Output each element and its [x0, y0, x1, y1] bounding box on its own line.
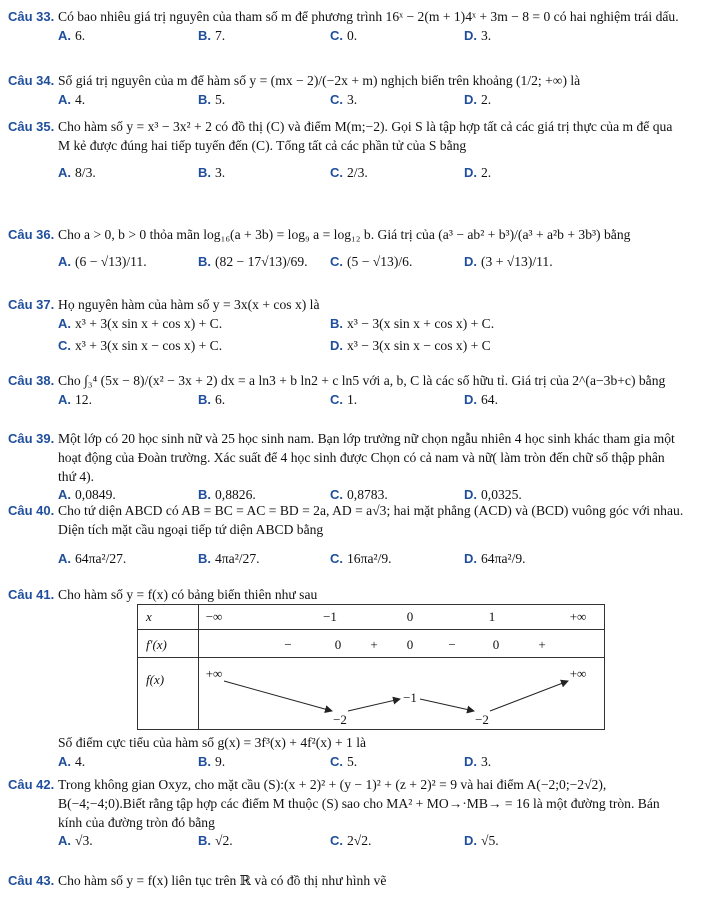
row-label-x: x — [146, 609, 152, 624]
question-number: Câu 33. — [8, 9, 55, 24]
question-number: Câu 36. — [8, 227, 55, 242]
option-d: D. 64πa²/9. — [464, 550, 526, 566]
question-34 — [8, 72, 686, 109]
question-36 — [8, 226, 686, 271]
option-b: B. x³ − 3(x sin x + cos x) + C. — [330, 315, 495, 331]
question-37 — [8, 296, 686, 355]
question-text: Họ nguyên hàm của hàm số y = 3x(x + cos x) là — [58, 297, 320, 312]
question-text: Trong không gian Oxyz, cho mặt cầu (S):(x + 2)² + (y − 1)² + (z + 2)² = 9 và hai điểm A(−2;0;−2√2), B(−4;−4;0).Biết rằng tập hợp các điểm M thuộc (S) sao cho MA² + MO→·MB→ = 16 là một đường tròn. Bán kính của đường tròn đó bằng — [58, 777, 660, 830]
option-c: C. 2/3. — [330, 164, 368, 180]
question-number: Câu 34. — [8, 73, 55, 88]
option-b: B. (82 − 17√13)/69. — [198, 253, 308, 269]
question-text: Cho hàm số y = f(x) có bảng biến thiên như sau — [58, 587, 318, 602]
option-d: D. 3. — [464, 27, 492, 43]
option-a: A. (6 − √13)/11. — [58, 253, 147, 269]
question-42 — [8, 776, 686, 850]
increase-arrow — [348, 699, 400, 711]
sign: + — [370, 637, 378, 652]
x-value: −∞ — [205, 609, 223, 624]
question-number: Câu 43. — [8, 873, 55, 888]
decrease-arrow — [224, 681, 332, 711]
decrease-arrow — [420, 699, 474, 711]
sign: 0 — [492, 637, 500, 652]
option-b: B. 9. — [198, 753, 226, 769]
option-d: D. 2. — [464, 91, 492, 107]
question-38 — [8, 372, 686, 409]
option-a: A. 12. — [58, 391, 92, 407]
question-number: Câu 38. — [8, 373, 55, 388]
question-number: Câu 39. — [8, 431, 55, 446]
option-d: D. x³ − 3(x sin x − cos x) + C — [330, 337, 491, 353]
option-b: B. 7. — [198, 27, 226, 43]
options-row — [58, 550, 686, 568]
options-row — [58, 253, 686, 271]
option-d: D. √5. — [464, 833, 499, 849]
question-text: Có bao nhiêu giá trị nguyên của tham số m để phương trình 16ˣ − 2(m + 1)4ˣ + 3m − 8 = 0 có hai nghiệm trái dấu. — [58, 9, 679, 24]
question-41 — [8, 586, 686, 605]
question-39 — [8, 430, 686, 504]
question-text: Cho a > 0, b > 0 thỏa mãn log₁₆(a + 3b) = log₉ a = log₁₂ b. Giá trị của (a³ − ab² + b³)/(a³ + a²b + 3b³) bằng — [58, 227, 631, 242]
option-b: B. 3. — [198, 164, 226, 180]
increase-arrow — [490, 681, 568, 711]
sign: − — [448, 637, 456, 652]
option-a: A. 4. — [58, 91, 86, 107]
question-number: Câu 37. — [8, 297, 55, 312]
options-row — [58, 337, 686, 355]
option-a: A. 8/3. — [58, 164, 96, 180]
f-value: −1 — [403, 690, 417, 705]
options-row — [58, 391, 686, 409]
x-value: −1 — [323, 609, 337, 624]
options-row — [58, 91, 686, 109]
option-b: B. √2. — [198, 833, 233, 849]
option-c: C. 16πa²/9. — [330, 550, 392, 566]
x-value: 0 — [406, 609, 414, 624]
option-c: C. (5 − √13)/6. — [330, 253, 413, 269]
options-row — [58, 27, 686, 45]
question-number: Câu 41. — [8, 587, 55, 602]
options-row — [58, 164, 686, 182]
sign: 0 — [334, 637, 342, 652]
question-text: Cho hàm số y = x³ − 3x² + 2 có đồ thị (C) và điểm M(m;−2). Gọi S là tập hợp tất cả các giá trị thực của m để qua M kẻ được đúng hai tiếp tuyến đến (C). Tổng tất cả các phần tử của S bằng — [58, 119, 673, 153]
question-number: Câu 35. — [8, 119, 55, 134]
question-41-continued — [58, 734, 686, 771]
f-value: +∞ — [569, 666, 587, 681]
option-c: C. 5. — [330, 753, 358, 769]
sign: + — [538, 637, 546, 652]
option-d: D. 3. — [464, 753, 492, 769]
question-40 — [8, 502, 686, 568]
question-number: Câu 42. — [8, 777, 55, 792]
question-text: Cho hàm số y = f(x) liên tục trên ℝ và có đồ thị như hình vẽ — [58, 873, 387, 888]
question-35 — [8, 118, 686, 182]
row-label-f: f(x) — [146, 672, 165, 687]
question-text: Cho tứ diện ABCD có AB = BC = AC = BD = 2a, AD = a√3; hai mặt phẳng (ACD) và (BCD) vuông góc với nhau. Diện tích mặt cầu ngoại tiếp tứ diện ABCD bằng — [58, 503, 684, 537]
row-label-fprime: f′(x) — [146, 637, 167, 652]
question-text: Số điểm cực tiểu của hàm số g(x) = 3f³(x) + 4f²(x) + 1 là — [58, 735, 367, 750]
options-row — [58, 315, 686, 333]
f-value: −2 — [333, 712, 347, 727]
option-c: C. 0,8783. — [330, 487, 388, 503]
option-b: B. 5. — [198, 91, 226, 107]
option-a: A. 4. — [58, 753, 86, 769]
options-row — [58, 832, 686, 850]
question-text: Cho ∫₃⁴ (5x − 8)/(x² − 3x + 2) dx = a ln3 + b ln2 + c ln5 với a, b, C là các số hữu tỉ. Giá trị của 2^(a−3b+c) bằng — [58, 373, 666, 388]
f-value: −2 — [475, 712, 489, 727]
sign: 0 — [406, 637, 414, 652]
option-c: C. 0. — [330, 27, 358, 43]
option-a: A. 0,0849. — [58, 487, 116, 503]
x-value: 1 — [488, 609, 496, 624]
option-b: B. 4πa²/27. — [198, 550, 260, 566]
question-43 — [8, 872, 686, 891]
option-c: C. 2√2. — [330, 833, 372, 849]
sign: − — [284, 637, 292, 652]
question-33 — [8, 8, 686, 45]
option-c: C. 1. — [330, 391, 358, 407]
x-value: +∞ — [569, 609, 587, 624]
option-a: A. x³ + 3(x sin x + cos x) + C. — [58, 315, 223, 331]
option-c: C. 3. — [330, 91, 358, 107]
option-b: B. 0,8826. — [198, 487, 256, 503]
variation-table — [137, 604, 605, 730]
option-c: C. x³ + 3(x sin x − cos x) + C. — [58, 337, 223, 353]
question-text: Số giá trị nguyên của m để hàm số y = (mx − 2)/(−2x + m) nghịch biến trên khoảng (1/2; +∞) là — [58, 73, 581, 88]
question-text: Một lớp có 20 học sinh nữ và 25 học sinh nam. Bạn lớp trưởng nữ chọn ngẫu nhiên 4 học sinh khác tham gia một hoạt động của Đoàn trường. Xác suất để 4 học sinh được Chọn có cả nam và nữ( làm tròn đến chữ số thập phân thứ 4). — [58, 431, 675, 484]
f-value: +∞ — [205, 666, 223, 681]
option-b: B. 6. — [198, 391, 226, 407]
option-d: D. 0,0325. — [464, 487, 522, 503]
question-number: Câu 40. — [8, 503, 55, 518]
option-d: D. 2. — [464, 164, 492, 180]
option-a: A. √3. — [58, 833, 93, 849]
option-d: D. 64. — [464, 391, 498, 407]
option-a: A. 6. — [58, 27, 86, 43]
option-d: D. (3 + √13)/11. — [464, 253, 553, 269]
options-row — [58, 753, 686, 771]
variation-arrows — [138, 605, 604, 729]
option-a: A. 64πa²/27. — [58, 550, 127, 566]
